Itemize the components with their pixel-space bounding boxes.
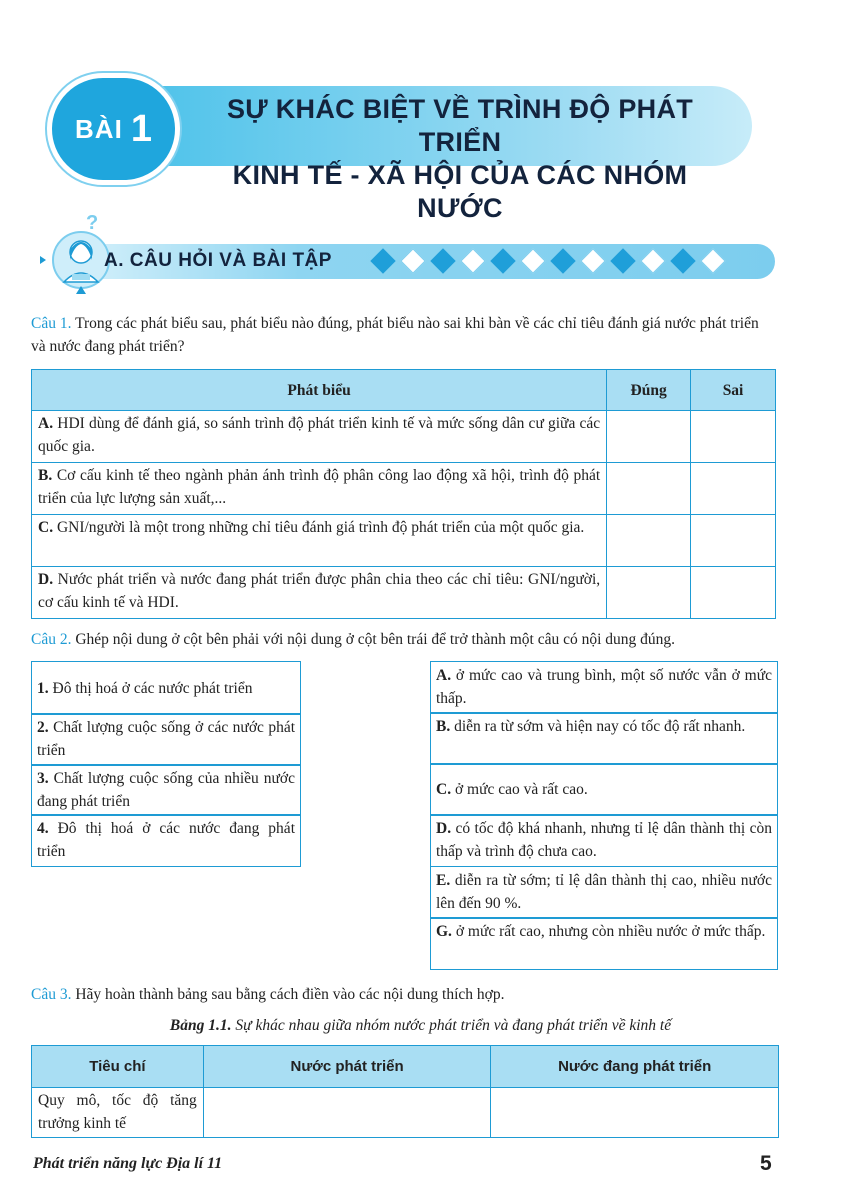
header-false: Sai [691,370,776,411]
match-left-item [31,713,301,766]
true-answer-cell[interactable] [607,515,691,567]
statement-text: Cơ cấu kinh tế theo ngành phản ánh trình độ phân công lao động xã hội, trình độ phát triển của lực lượng sản xuất,... [38,467,601,507]
statement-letter: A. [38,415,54,432]
table-header-row [32,1046,779,1088]
developing-answer-cell[interactable] [491,1088,779,1138]
match-right-text: diễn ra từ sớm và hiện nay có tốc độ rất nhanh. [454,718,746,735]
question-1 [31,312,776,358]
statement-cell [32,567,607,619]
page-number: 5 [760,1152,772,1175]
question-1-table [31,369,776,619]
table-row [32,411,776,463]
false-answer-cell[interactable] [691,411,776,463]
header-criterion: Tiêu chí [32,1046,204,1088]
question-2 [31,628,791,651]
table-row [32,515,776,567]
match-right-letter: B. [436,718,451,735]
match-left-number: 1. [37,679,49,697]
true-answer-cell[interactable] [607,567,691,619]
table-row [32,463,776,515]
match-left-text: Chất lượng cuộc sống ở các nước phát triển [37,719,296,759]
match-left-text: Đô thị hoá ở các nước phát triển [52,679,253,697]
criterion-cell: Quy mô, tốc độ tăng trưởng kinh tế [32,1088,204,1138]
statement-letter: B. [38,467,53,484]
table-caption [0,1014,841,1037]
developed-answer-cell[interactable] [203,1088,491,1138]
table-row [32,567,776,619]
lesson-number: 1 [130,107,152,150]
header-developing: Nước đang phát triển [491,1046,779,1088]
question-1-text: Trong các phát biểu sau, phát biểu nào đúng, phát biểu nào sai khi bàn về các chỉ tiêu đánh giá nước phát triển và nước đang phát triển? [31,315,759,355]
question-3-label: Câu 3. [31,986,72,1003]
question-1-label: Câu 1. [31,315,72,332]
match-right-item [430,866,778,919]
match-left-item [31,661,301,715]
match-left-text: Chất lượng cuộc sống của nhiều nước đang phát triển [37,770,295,810]
match-left-number: 4. [37,820,49,837]
statement-cell [32,515,607,567]
match-right-text: ở mức rất cao, nhưng còn nhiều nước ở mức thấp. [455,923,766,940]
match-right-text: diễn ra từ sớm; tỉ lệ dân thành thị cao, nhiều nước lên đến 90 %. [436,872,773,912]
match-left-item [31,814,301,867]
lesson-title-line-1: SỰ KHÁC BIỆT VỀ TRÌNH ĐỘ PHÁT TRIỂN [226,94,694,157]
match-right-letter: A. [436,667,452,684]
statement-cell [32,411,607,463]
match-left-number: 3. [37,770,49,787]
statement-letter: C. [38,519,54,536]
question-2-label: Câu 2. [31,631,72,648]
true-answer-cell[interactable] [607,411,691,463]
question-3-text: Hãy hoàn thành bảng sau bằng cách điền vào các nội dung thích hợp. [75,986,505,1003]
statement-letter: D. [38,571,54,588]
table-header-row [32,370,776,411]
header-developed: Nước phát triển [203,1046,491,1088]
true-answer-cell[interactable] [607,463,691,515]
match-right-item [430,763,778,816]
match-right-item [430,917,778,970]
false-answer-cell[interactable] [691,567,776,619]
table-caption-number: Bảng 1.1. [169,1017,232,1034]
statement-cell [32,463,607,515]
table-row [32,1088,779,1138]
footer-book-title: Phát triển năng lực Địa lí 11 [33,1155,223,1172]
question-2-text: Ghép nội dung ở cột bên phải với nội dung ở cột bên trái để trở thành một câu có nội dung đúng. [75,631,676,648]
match-right-letter: D. [436,820,452,837]
question-3 [31,983,791,1006]
section-title: A. CÂU HỎI VÀ BÀI TẬP [104,250,332,271]
match-right-item [430,661,778,714]
match-right-item [430,814,778,867]
match-right-letter: E. [436,872,451,889]
match-right-letter: C. [436,781,452,798]
table-caption-text: Sự khác nhau giữa nhóm nước phát triển và đang phát triển về kinh tế [235,1017,672,1034]
lesson-badge [47,73,180,185]
statement-text: GNI/người là một trong những chỉ tiêu đánh giá trình độ phát triển của một quốc gia. [56,519,585,536]
match-left-text: Đô thị hoá ở các nước đang phát triển [37,820,295,860]
match-left-number: 2. [37,719,49,736]
match-right-text: ở mức cao và rất cao. [454,781,588,798]
statement-text: HDI dùng để đánh giá, so sánh trình độ phát triển kinh tế và mức sống dân cư giữa các quốc gia. [38,415,601,455]
question-mark-icon: ? [86,212,99,234]
false-answer-cell[interactable] [691,515,776,567]
match-left-item [31,764,301,816]
header-true: Đúng [607,370,691,411]
lesson-word: BÀI [75,113,123,144]
header-statement: Phát biểu [32,370,607,411]
match-right-letter: G. [436,923,452,940]
statement-text: Nước phát triển và nước đang phát triển được phân chia theo các chỉ tiêu: GNI/người, cơ cấu kinh tế và HDI. [38,571,601,611]
lesson-title [190,93,730,225]
match-right-item [430,712,778,765]
question-3-table [31,1045,779,1138]
lesson-title-line-2: KINH TẾ - XÃ HỘI CỦA CÁC NHÓM NƯỚC [232,160,688,223]
match-right-text: có tốc độ khá nhanh, nhưng tỉ lệ dân thành thị còn thấp và trình độ chưa cao. [436,820,772,860]
match-right-text: ở mức cao và trung bình, một số nước vẫn ở mức thấp. [436,667,773,707]
false-answer-cell[interactable] [691,463,776,515]
